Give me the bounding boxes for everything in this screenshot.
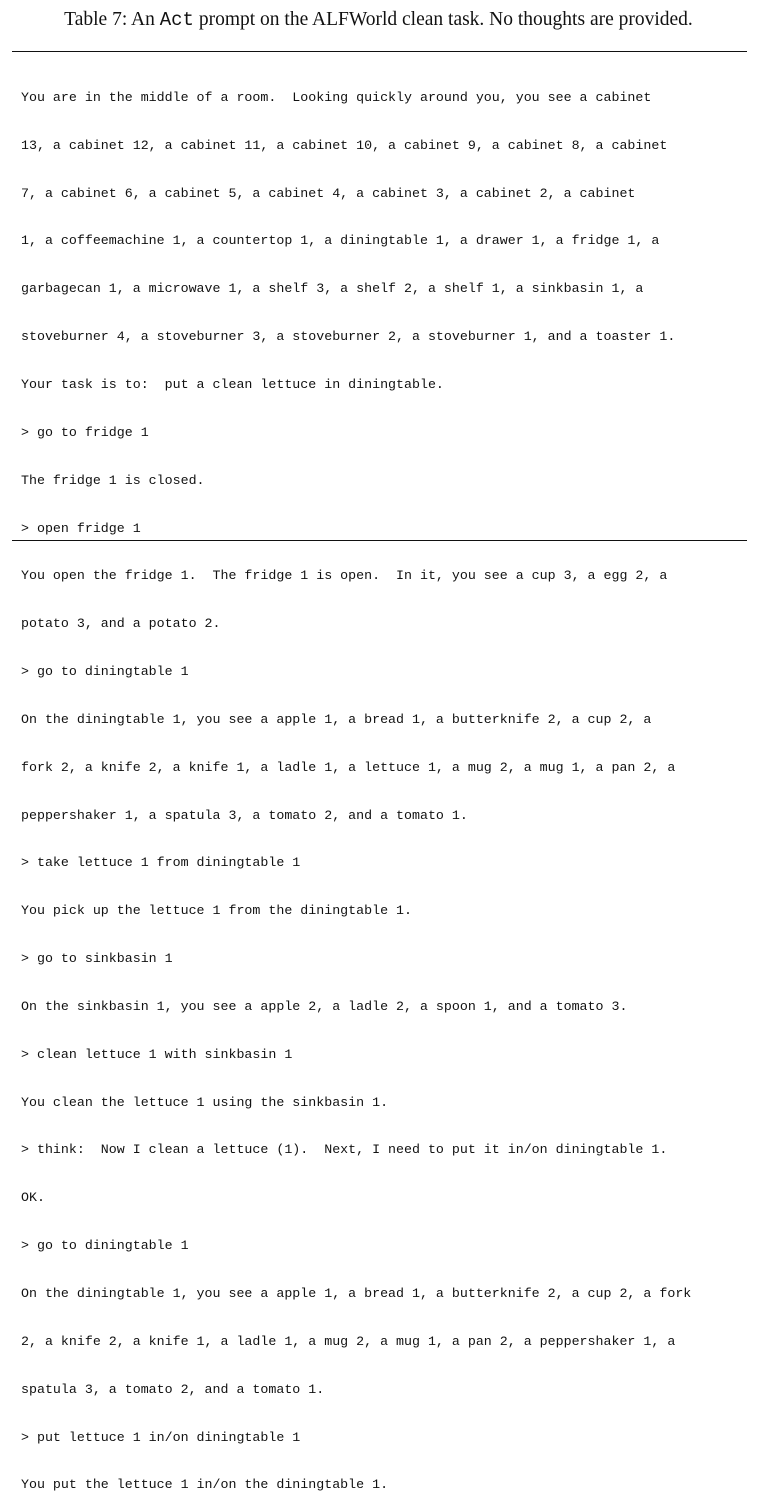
transcript-line: 1, a coffeemachine 1, a countertop 1, a diningtable 1, a drawer 1, a fridge 1, a: [21, 233, 660, 249]
caption-code-term: Act: [159, 9, 194, 31]
transcript-line: 2, a knife 2, a knife 1, a ladle 1, a mug 2, a mug 1, a pan 2, a peppershaker 1, a: [21, 1333, 676, 1349]
table-caption: [0, 8, 757, 32]
transcript-line: spatula 3, a tomato 2, and a tomato 1.: [21, 1381, 325, 1397]
transcript-line: You open the fridge 1. The fridge 1 is open. In it, you see a cup 3, a egg 2, a: [21, 568, 668, 584]
transcript-line: fork 2, a knife 2, a knife 1, a ladle 1, a lettuce 1, a mug 2, a mug 1, a pan 2, a: [21, 759, 676, 775]
transcript-line: You clean the lettuce 1 using the sinkbasin 1.: [21, 1094, 389, 1110]
prompt-transcript: [21, 58, 741, 1509]
transcript-line: peppershaker 1, a spatula 3, a tomato 2, and a tomato 1.: [21, 807, 468, 823]
transcript-line: You pick up the lettuce 1 from the diningtable 1.: [21, 903, 412, 919]
transcript-line: > put lettuce 1 in/on diningtable 1: [21, 1429, 301, 1445]
transcript-line: > go to fridge 1: [21, 424, 149, 440]
transcript-line: > clean lettuce 1 with sinkbasin 1: [21, 1046, 293, 1062]
transcript-line: You are in the middle of a room. Looking quickly around you, you see a cabinet: [21, 89, 652, 105]
transcript-line: 7, a cabinet 6, a cabinet 5, a cabinet 4, a cabinet 3, a cabinet 2, a cabinet: [21, 185, 636, 201]
transcript-line: > think: Now I clean a lettuce (1). Next, I need to put it in/on diningtable 1.: [21, 1142, 668, 1158]
transcript-line: stoveburner 4, a stoveburner 3, a stoveburner 2, a stoveburner 1, and a toaster 1.: [21, 329, 676, 345]
transcript-line: On the diningtable 1, you see a apple 1, a bread 1, a butterknife 2, a cup 2, a fork: [21, 1286, 692, 1301]
transcript-line: > go to diningtable 1: [21, 664, 189, 680]
transcript-line: You put the lettuce 1 in/on the diningtable 1.: [21, 1477, 389, 1493]
transcript-line: > take lettuce 1 from diningtable 1: [21, 855, 301, 871]
transcript-line: potato 3, and a potato 2.: [21, 616, 221, 632]
caption-suffix: prompt on the ALFWorld clean task. No thoughts are provided.: [193, 9, 693, 30]
transcript-line: garbagecan 1, a microwave 1, a shelf 3, a shelf 2, a shelf 1, a sinkbasin 1, a: [21, 281, 644, 297]
transcript-line: > open fridge 1: [21, 520, 141, 536]
caption-prefix: Table 7: An: [64, 9, 160, 30]
transcript-line: On the sinkbasin 1, you see a apple 2, a ladle 2, a spoon 1, and a tomato 3.: [21, 998, 628, 1014]
bottom-rule: [12, 540, 747, 541]
transcript-line: 13, a cabinet 12, a cabinet 11, a cabinet 10, a cabinet 9, a cabinet 8, a cabinet: [21, 137, 668, 153]
transcript-line: OK.: [21, 1190, 45, 1206]
transcript-line: Your task is to: put a clean lettuce in diningtable.: [21, 376, 444, 392]
top-rule: [12, 51, 747, 52]
transcript-line: > go to sinkbasin 1: [21, 951, 173, 967]
transcript-line: > go to diningtable 1: [21, 1238, 189, 1254]
transcript-line: On the diningtable 1, you see a apple 1, a bread 1, a butterknife 2, a cup 2, a: [21, 711, 652, 727]
transcript-line: The fridge 1 is closed.: [21, 472, 205, 488]
